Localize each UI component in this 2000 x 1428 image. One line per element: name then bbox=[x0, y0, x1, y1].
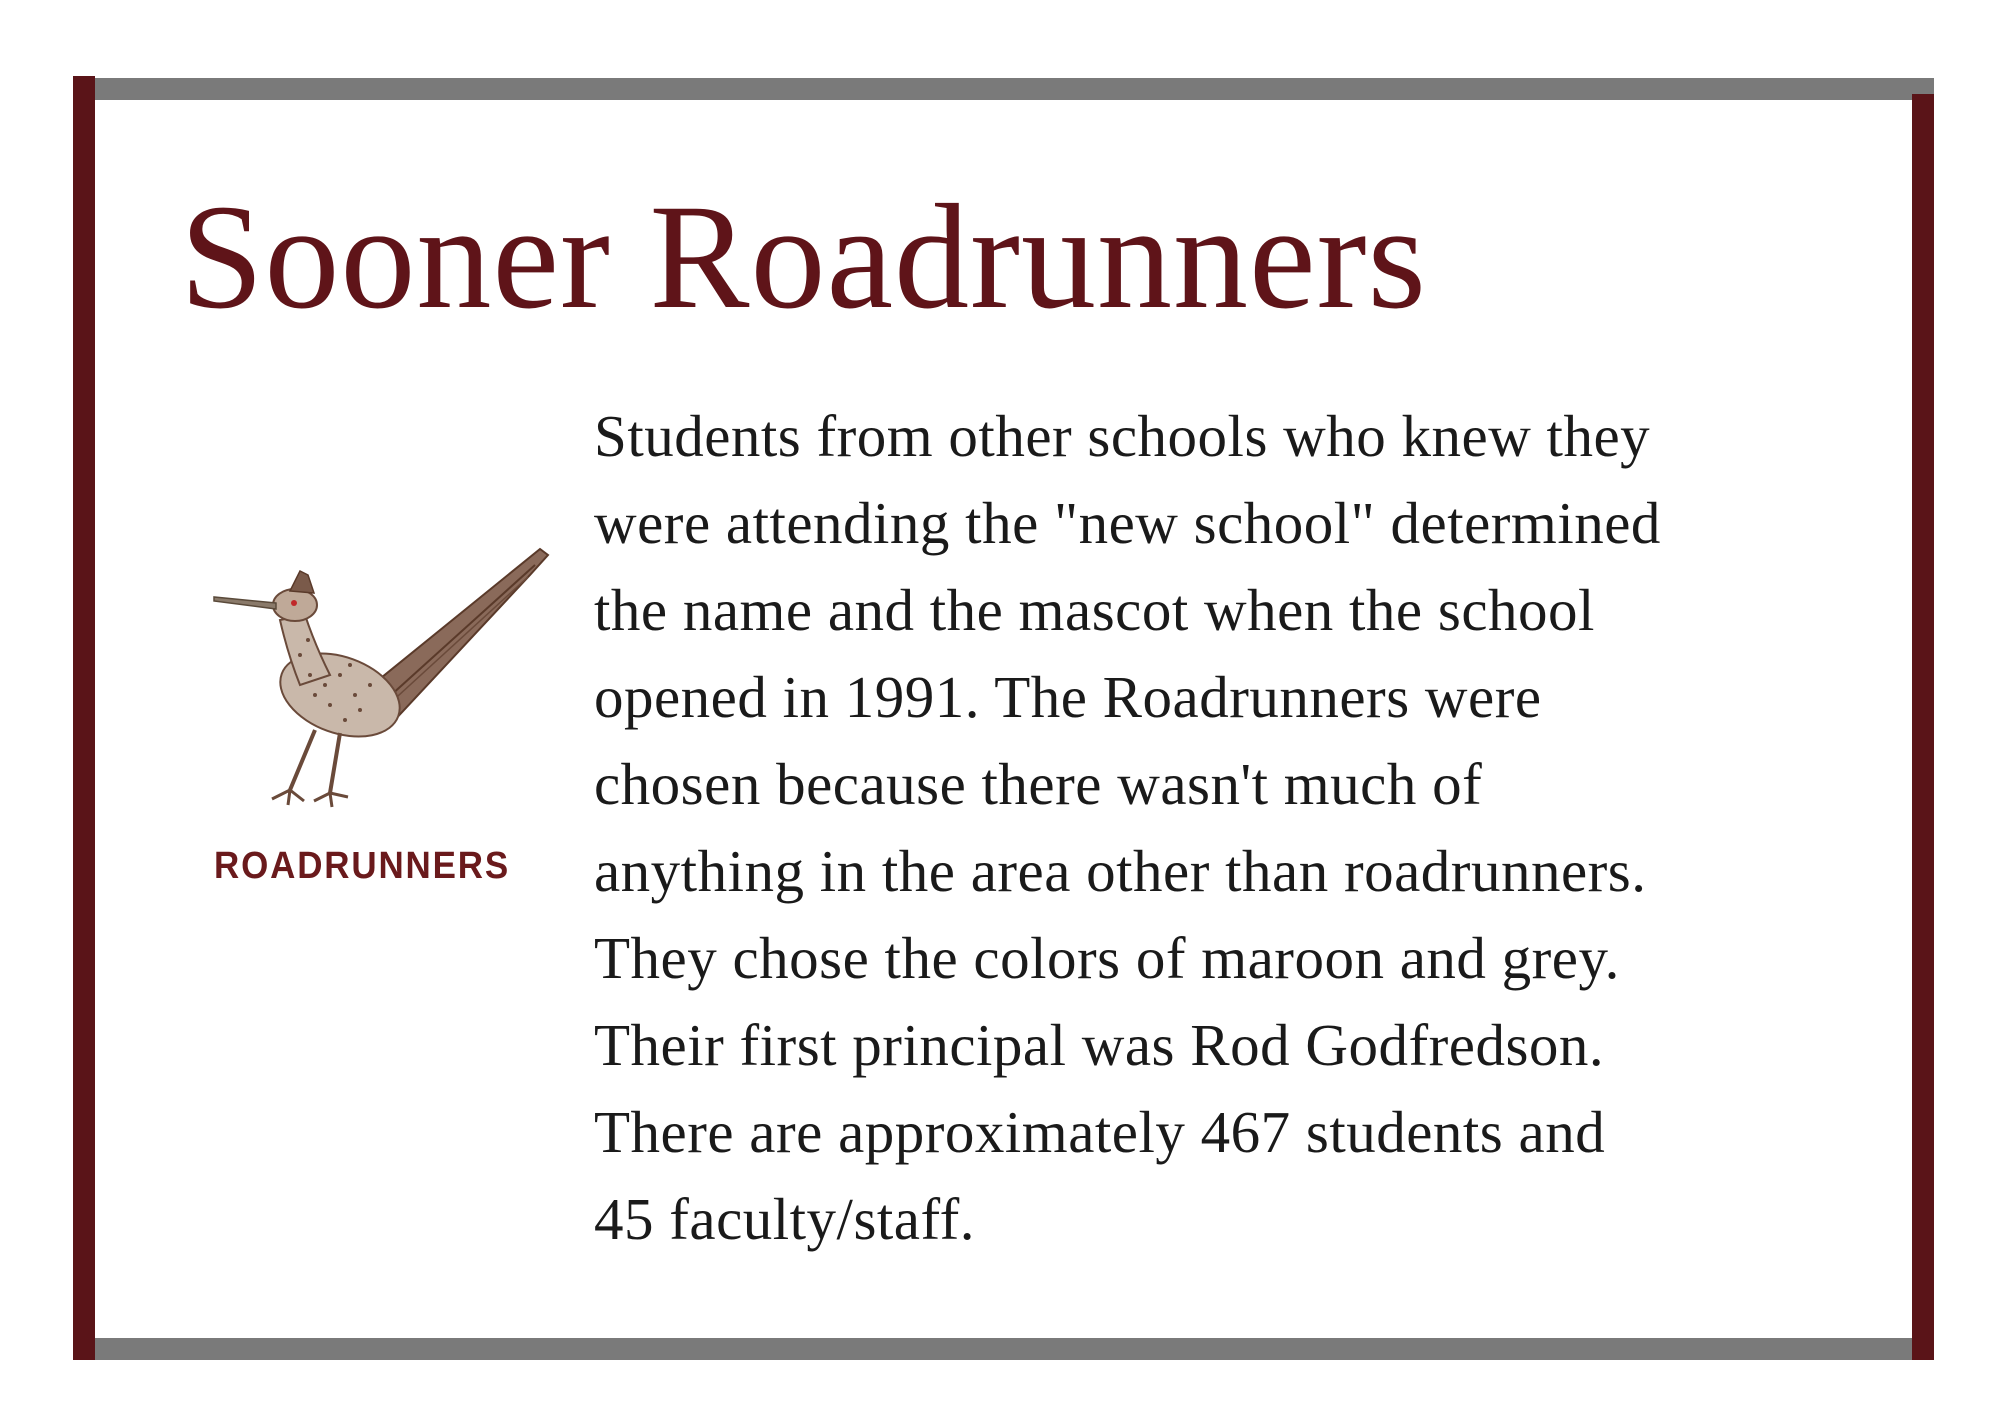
body-line: There are approximately 467 students and bbox=[594, 1099, 1606, 1165]
frame-bottom-border bbox=[73, 1338, 1934, 1360]
body-line: the name and the mascot when the school bbox=[594, 577, 1595, 643]
page-title: Sooner Roadrunners bbox=[180, 174, 1427, 340]
body-line: were attending the "new school" determined bbox=[594, 490, 1661, 556]
body-line: opened in 1991. The Roadrunners were bbox=[594, 664, 1542, 730]
body-line: Their first principal was Rod Godfredson. bbox=[594, 1012, 1605, 1078]
body-line: Students from other schools who knew they bbox=[594, 403, 1651, 469]
body-line: anything in the area other than roadrunners. bbox=[594, 838, 1647, 904]
frame-top-border bbox=[73, 78, 1934, 100]
body-line: 45 faculty/staff. bbox=[594, 1186, 975, 1252]
frame-left-border bbox=[73, 76, 95, 1360]
logo-caption: ROADRUNNERS bbox=[214, 845, 511, 887]
body-paragraph bbox=[594, 393, 1894, 1263]
body-line: They chose the colors of maroon and grey. bbox=[594, 925, 1620, 991]
mascot-logo bbox=[210, 535, 555, 915]
roadrunner-icon bbox=[210, 535, 555, 835]
body-line: chosen because there wasn't much of bbox=[594, 751, 1483, 817]
frame-right-border bbox=[1912, 94, 1934, 1360]
